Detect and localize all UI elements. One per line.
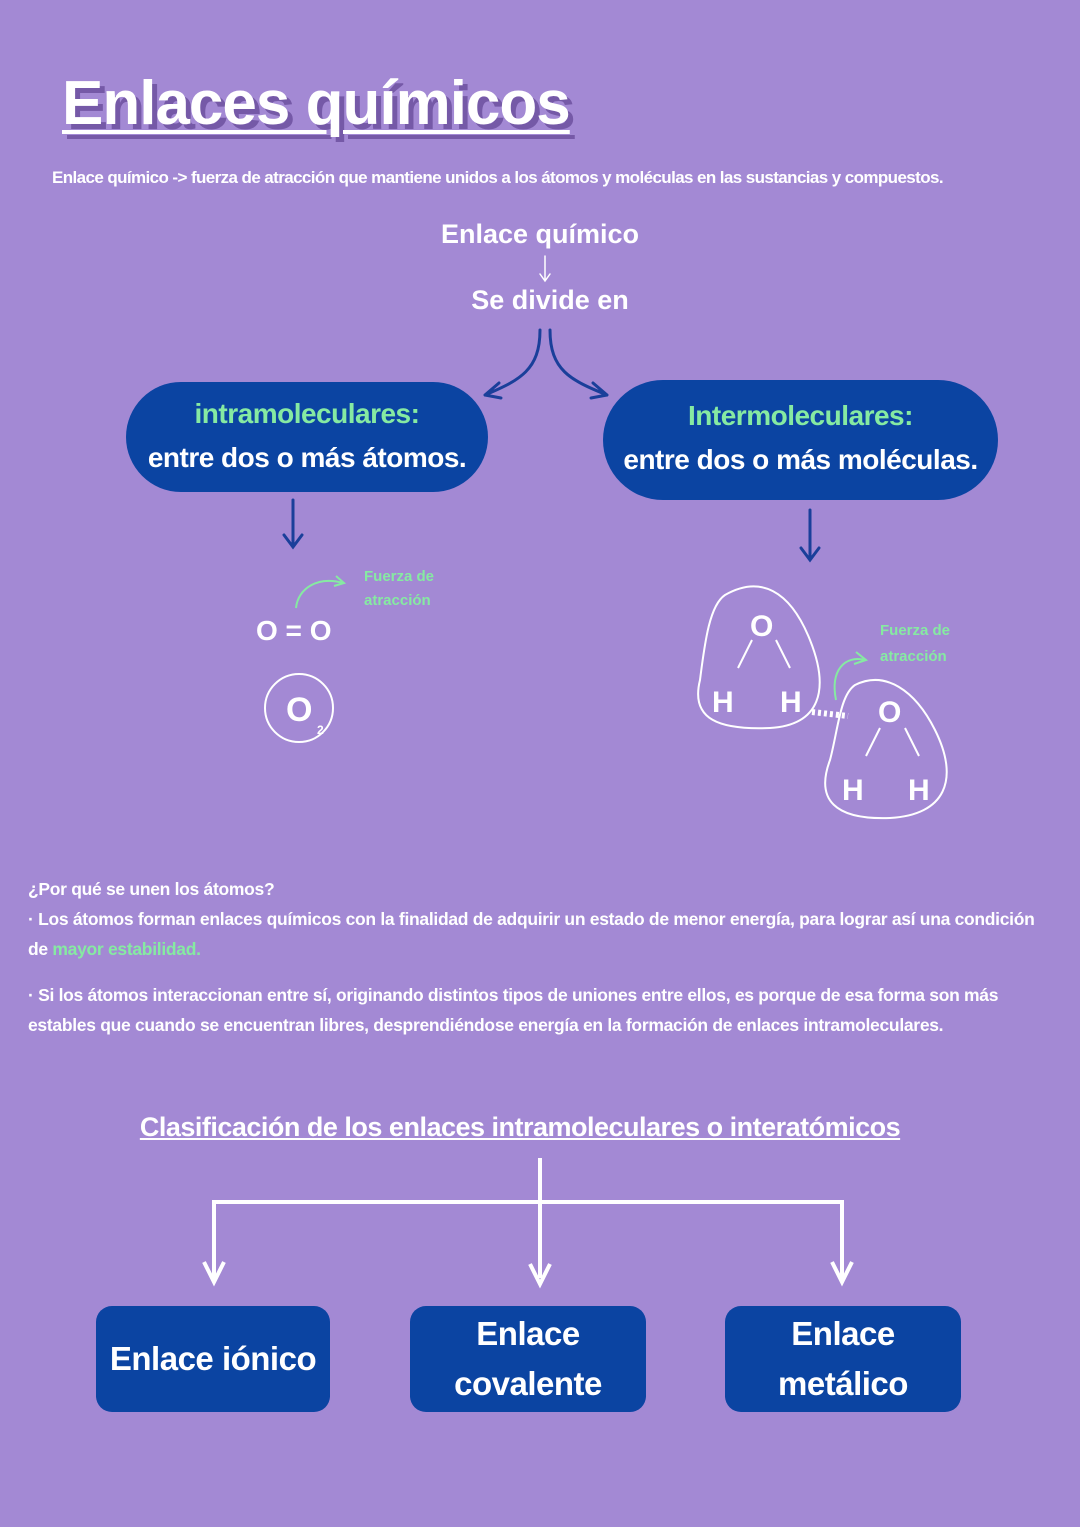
force-label: atracción xyxy=(364,592,431,609)
type-label: Enlace xyxy=(476,1315,580,1352)
flow-top: Enlace químico xyxy=(440,219,640,249)
flow-middle: Se divide en xyxy=(471,285,629,315)
arrow-down-icon xyxy=(540,256,550,281)
type-covalent xyxy=(410,1306,646,1412)
type-label: covalente xyxy=(454,1365,602,1402)
why-paragraph-1: · Los átomos forman enlaces químicos con la finalidad de adquirir un estado de menor energía, para lograr así una condición de xyxy=(28,909,1035,959)
highlight-stability: mayor estabilidad. xyxy=(52,939,201,959)
type-ionic xyxy=(96,1306,330,1412)
arrow-heads xyxy=(204,1262,852,1284)
atom-h: H xyxy=(908,774,930,807)
arrow-left-icon xyxy=(485,330,540,398)
atom-h: H xyxy=(712,686,734,719)
classification-heading: Clasificación de los enlaces intramoleculares o interatómicos xyxy=(139,1112,901,1142)
o2-subscript: 2 xyxy=(317,723,324,737)
type-label: metálico xyxy=(778,1365,908,1402)
arrow-right-icon xyxy=(550,330,607,398)
definition: Enlace químico -> fuerza de atracción que mantiene unidos a los átomos y moléculas en las sustancias y compuestos. xyxy=(52,168,943,187)
atom-o: O xyxy=(750,610,774,643)
intermolecular-box xyxy=(603,380,998,500)
attraction-arrow-icon xyxy=(296,576,344,608)
arrow-down-right-icon xyxy=(801,510,819,560)
o2-formula: O = O xyxy=(256,615,332,646)
hydrogen-bond xyxy=(812,712,848,716)
intramolecular-text: entre dos o más átomos. xyxy=(147,442,467,473)
type-metallic xyxy=(725,1306,961,1412)
intramolecular-box xyxy=(126,382,488,492)
intermolecular-heading: Intermoleculares: xyxy=(688,400,913,431)
why-section xyxy=(28,874,1052,1040)
type-label: Enlace xyxy=(791,1315,895,1352)
intramolecular-heading: intramoleculares: xyxy=(194,398,420,429)
why-paragraph-2: · Si los átomos interaccionan entre sí, originando distintos tipos de uniones entre ellos, es porque de esa forma son más estables que cuando se encuentran libres, desprendiéndose energía en la formación de enlaces intramoleculares. xyxy=(28,985,999,1035)
atom-h: H xyxy=(842,774,864,807)
force-label: Fuerza de xyxy=(364,568,435,585)
page-title: Enlaces químicos xyxy=(62,69,570,138)
attraction-arrow-icon-2 xyxy=(835,652,866,700)
force-label: atracción xyxy=(880,648,947,665)
why-question: ¿Por qué se unen los átomos? xyxy=(28,879,275,899)
type-label: Enlace iónico xyxy=(109,1340,317,1377)
o2-symbol: O xyxy=(286,691,313,729)
intermolecular-text: entre dos o más moléculas. xyxy=(623,444,978,475)
force-label: Fuerza de xyxy=(880,622,951,639)
arrow-down-left-icon xyxy=(284,500,302,547)
atom-h: H xyxy=(780,686,802,719)
atom-o: O xyxy=(878,696,902,729)
